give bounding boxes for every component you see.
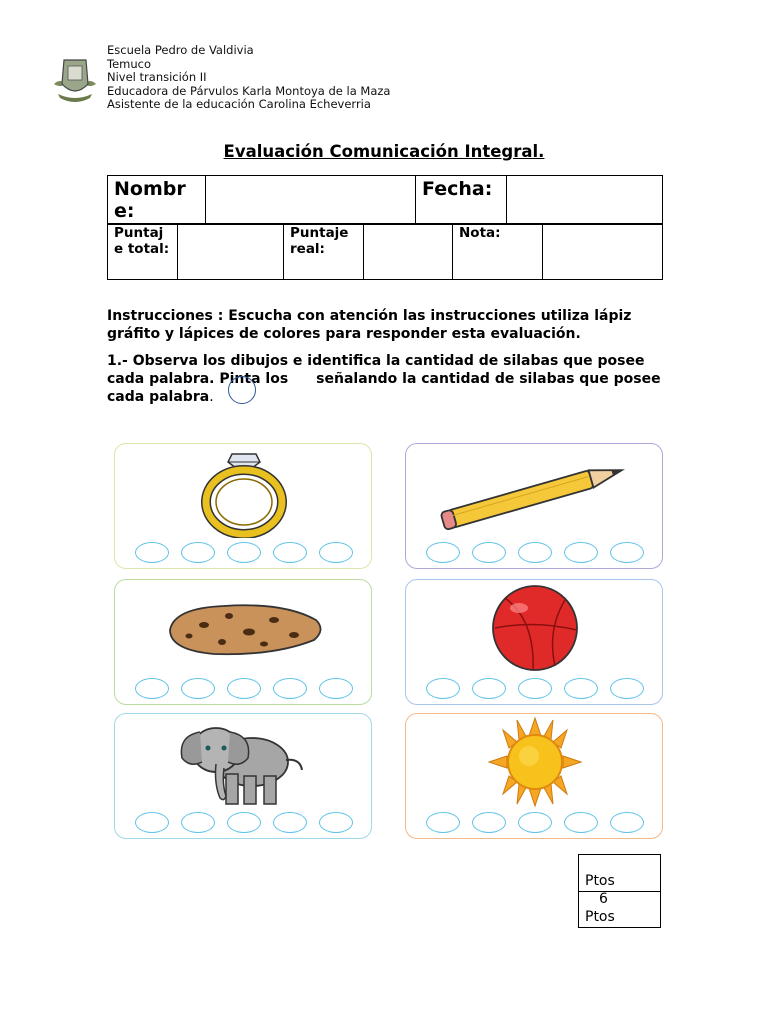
question-1-part2: señalando la cantidad de silabas que posee cada palabra (107, 371, 661, 405)
syllable-circle[interactable] (518, 812, 552, 833)
syllable-circle[interactable] (319, 678, 353, 699)
score-label-top: Ptos (585, 873, 615, 889)
syllable-circle[interactable] (227, 678, 261, 699)
card-sun (405, 713, 663, 839)
teacher: Educadora de Párvulos Karla Montoya de la Maza (107, 83, 391, 98)
syllable-circles (426, 542, 644, 566)
elephant-icon (115, 714, 373, 808)
sun-icon (406, 714, 664, 808)
syllable-circle[interactable] (181, 678, 215, 699)
circle-icon (228, 376, 256, 404)
syllable-circle[interactable] (227, 542, 261, 563)
puntaje-total-field[interactable] (178, 224, 284, 280)
ring-icon (115, 444, 373, 538)
score-label-bottom: Ptos (585, 909, 615, 925)
city: Temuco (107, 56, 151, 71)
syllable-circle[interactable] (610, 542, 644, 563)
puntaje-real-field[interactable] (364, 224, 453, 280)
syllable-circle[interactable] (564, 812, 598, 833)
ball-icon (406, 580, 664, 674)
syllable-circle[interactable] (426, 812, 460, 833)
card-ring (114, 443, 372, 569)
syllable-circle[interactable] (135, 812, 169, 833)
syllable-circle[interactable] (518, 542, 552, 563)
syllable-circle[interactable] (472, 812, 506, 833)
syllable-circles (135, 678, 353, 702)
syllable-circle[interactable] (273, 678, 307, 699)
card-pencil (405, 443, 663, 569)
school-logo (52, 54, 98, 106)
syllable-circle[interactable] (135, 542, 169, 563)
question-1-end: . (209, 389, 214, 405)
syllable-circle[interactable] (181, 542, 215, 563)
level: Nivel transición II (107, 70, 207, 85)
fecha-field[interactable] (507, 176, 663, 225)
page-title: Evaluación Comunicación Integral. (223, 142, 545, 161)
score-divider (579, 891, 660, 892)
card-elephant (114, 713, 372, 839)
syllable-circle[interactable] (472, 542, 506, 563)
nombre-label: Nombre: (108, 176, 206, 225)
syllable-circle[interactable] (135, 678, 169, 699)
question-1-part1: 1.- Observa los dibujos e identifica la cantidad de silabas que posee cada palabra. Pinta los (107, 353, 645, 387)
syllable-circle[interactable] (472, 678, 506, 699)
score-box (578, 854, 661, 928)
syllable-circles (426, 812, 644, 836)
syllable-circles (135, 542, 353, 566)
syllable-circle[interactable] (610, 812, 644, 833)
syllable-circle[interactable] (564, 542, 598, 563)
school-header (107, 44, 390, 112)
card-cookie (114, 579, 372, 705)
syllable-circle[interactable] (610, 678, 644, 699)
question-1 (107, 352, 667, 406)
nota-field[interactable] (543, 224, 663, 280)
puntaje-real-label: Puntaje real: (284, 224, 364, 280)
nota-label: Nota: (453, 224, 543, 280)
syllable-circle[interactable] (319, 812, 353, 833)
card-ball (405, 579, 663, 705)
syllable-circle[interactable] (273, 812, 307, 833)
puntaje-total-label: Puntaje total: (108, 224, 178, 280)
syllable-circle[interactable] (319, 542, 353, 563)
syllable-circle[interactable] (426, 542, 460, 563)
syllable-circles (135, 812, 353, 836)
score-value: 6 (599, 891, 608, 907)
pencil-icon (406, 444, 664, 538)
nombre-field[interactable] (206, 176, 416, 225)
student-info-table (107, 175, 663, 225)
assistant: Asistente de la educación Carolina Echeverria (107, 97, 371, 112)
cookie-icon (115, 580, 373, 674)
syllable-circle[interactable] (518, 678, 552, 699)
score-table (107, 223, 663, 280)
syllable-circle[interactable] (564, 678, 598, 699)
syllable-circle[interactable] (227, 812, 261, 833)
school-name: Escuela Pedro de Valdivia (107, 43, 254, 57)
instructions: Instrucciones : Escucha con atención las instrucciones utiliza lápiz gráfito y lápices de colores para responder esta evaluación. (107, 308, 632, 342)
syllable-circle[interactable] (426, 678, 460, 699)
syllable-circle[interactable] (181, 812, 215, 833)
syllable-circles (426, 678, 644, 702)
syllable-circle[interactable] (273, 542, 307, 563)
fecha-label: Fecha: (416, 176, 507, 225)
